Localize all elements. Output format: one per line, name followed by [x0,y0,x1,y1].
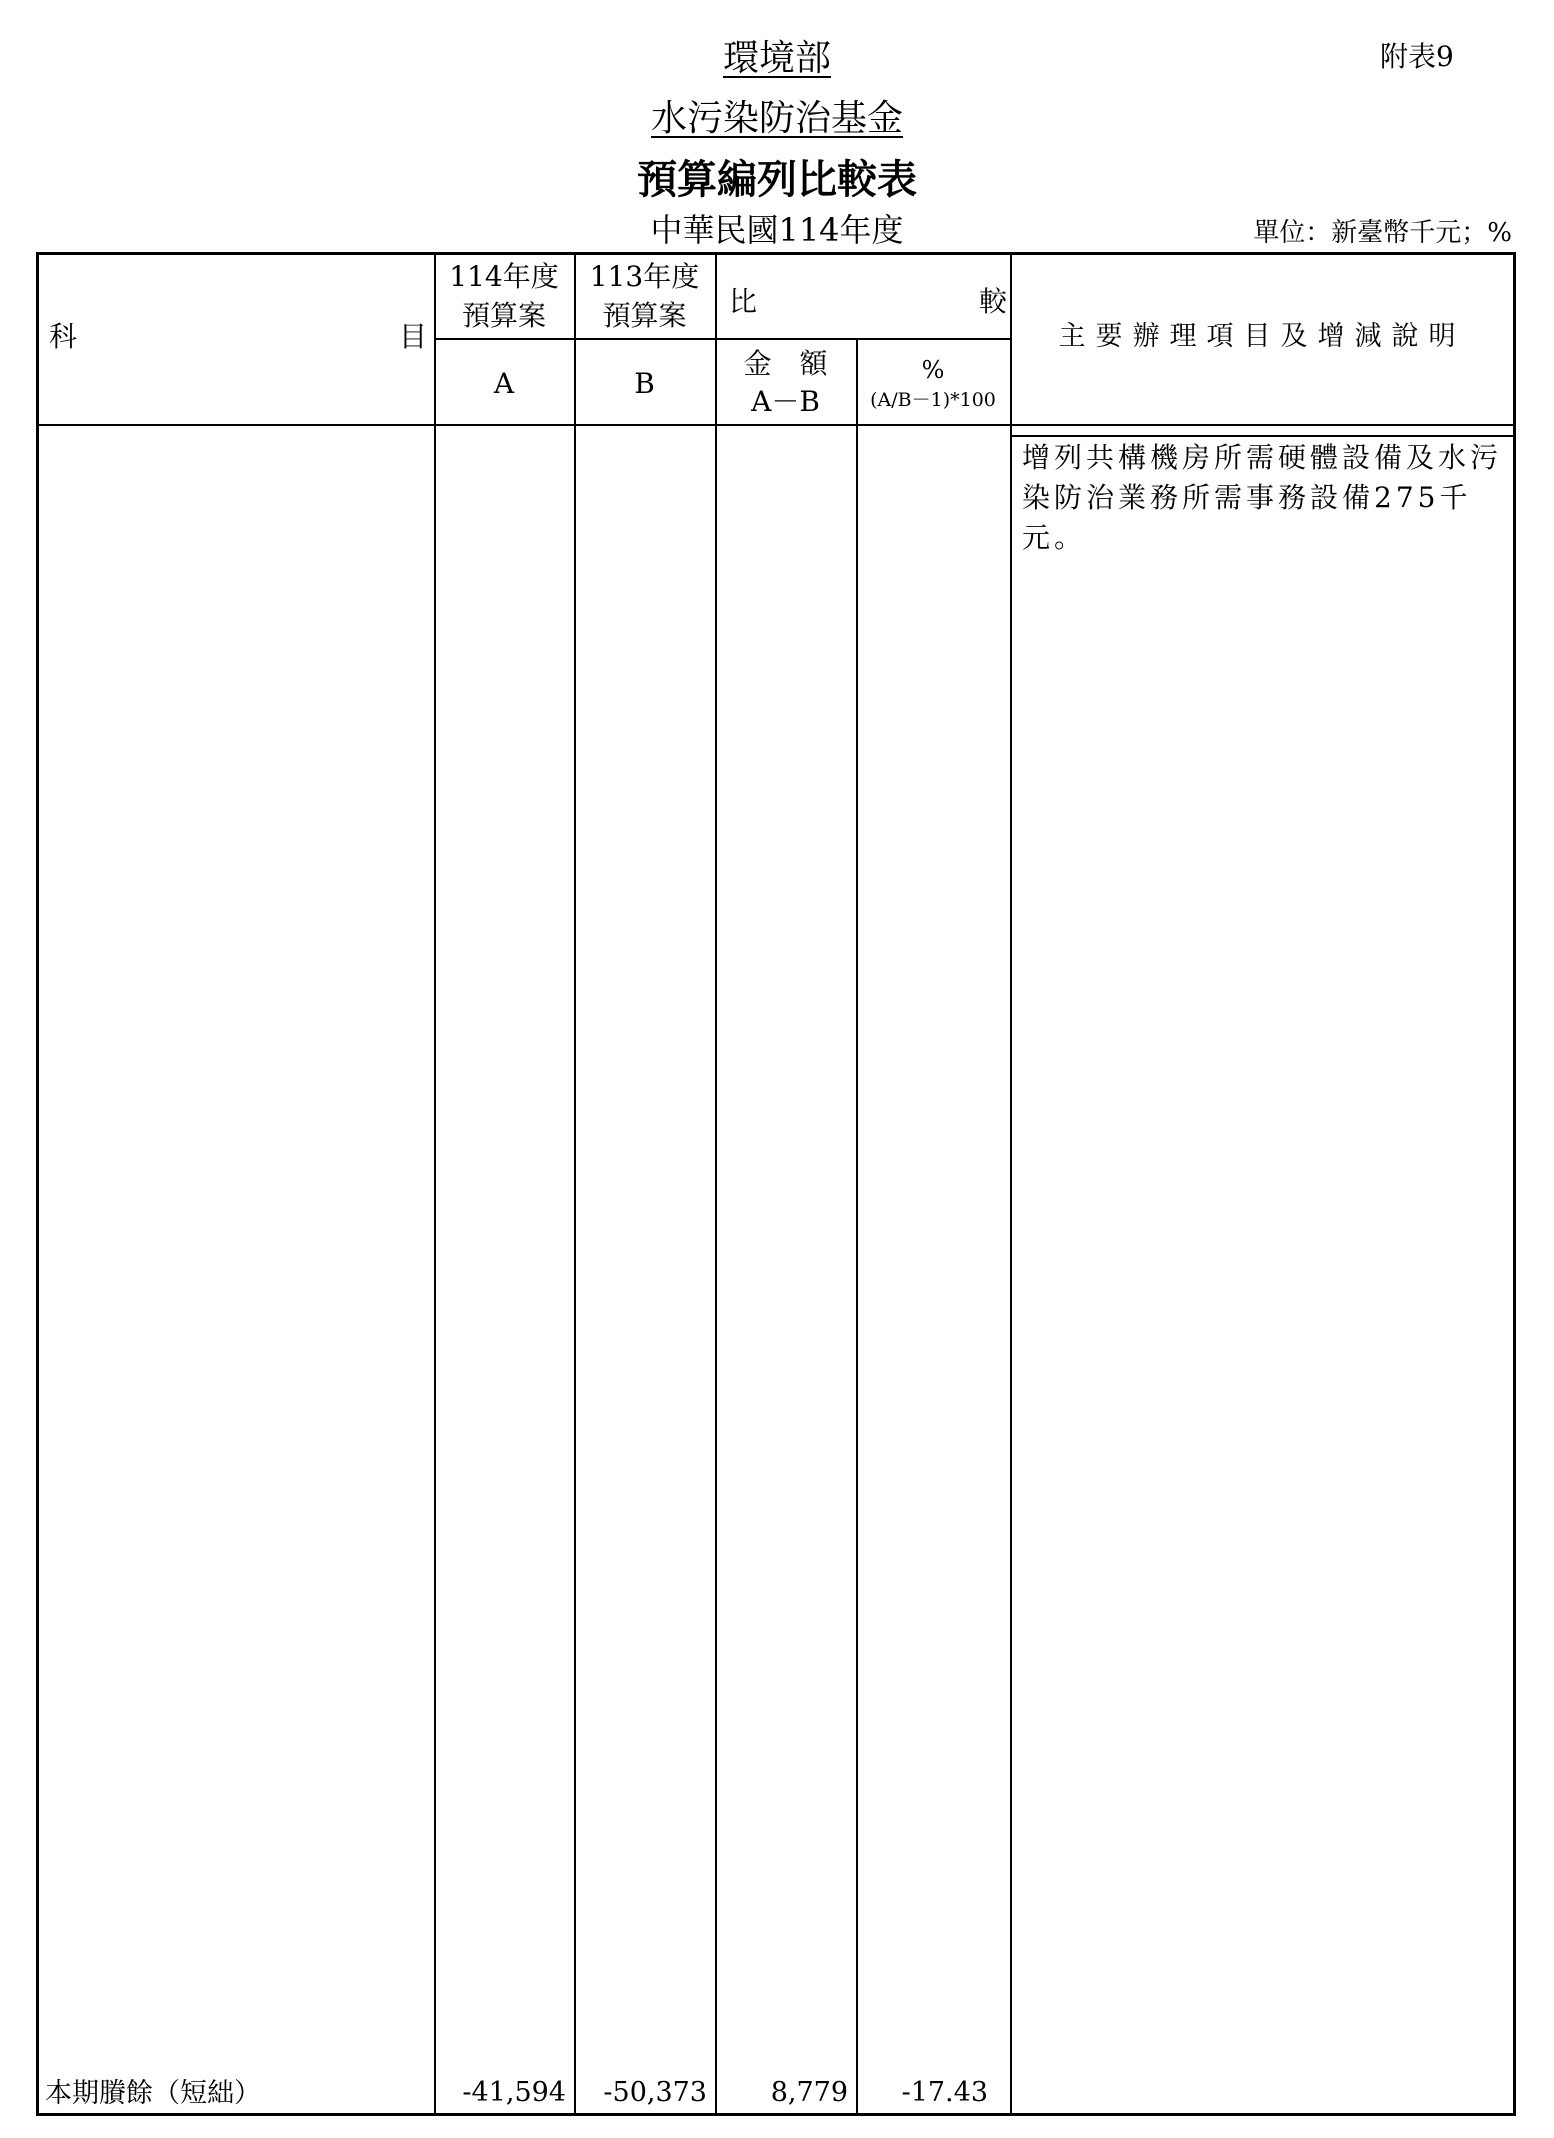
ministry-title: 環境部 [722,38,831,79]
footer-subject: 本期賸餘（短絀） [45,2078,261,2109]
table-title: 預算編列比較表 [637,156,917,203]
col-b-label: 預算案 [602,299,687,332]
col-a-year: 114年度 [449,260,559,293]
notes-text: 增列共構機房所需硬體設備及水污染防治業務所需事務設備275千元。 [1022,441,1503,554]
compare-header-left: 比 [729,285,758,318]
col-a-letter: A [493,367,515,400]
footer-value-amount: 8,779 [770,2077,848,2108]
col-b-year: 113年度 [589,260,700,293]
notes-divider [1010,435,1514,437]
subject-header-right: 目 [399,320,428,353]
col-divider [1010,255,1012,2113]
header-divider [434,338,715,340]
col-divider [434,255,436,2113]
footer-value-pct: -17.43 [901,2077,988,2108]
footer-value-b: -50,373 [603,2077,707,2108]
col-divider [574,255,576,2113]
pct-header: % [921,356,945,384]
budget-table [36,252,1516,2116]
header-bottom-line [39,424,1514,426]
col-b-letter: B [634,367,655,400]
col-divider [856,338,858,2113]
amount-header: 金 額 [743,347,828,380]
col-a-label: 預算案 [461,299,546,332]
fund-title: 水污染防治基金 [650,98,903,139]
pct-formula: (A/B－1)*100 [870,389,996,411]
subject-header-left: 科 [49,320,78,353]
amount-formula: A－B [751,385,820,418]
compare-header-right: 較 [979,285,1008,318]
unit-label: 單位：新臺幣千元；% [1253,218,1512,248]
footer-value-a: -41,594 [462,2077,566,2108]
col-divider [715,255,717,2113]
header-divider [715,338,1010,340]
notes-header: 主要辦理項目及增減說明 [1058,321,1466,352]
attachment-label: 附表9 [1380,40,1454,73]
fiscal-year: 中華民國114年度 [650,211,904,249]
